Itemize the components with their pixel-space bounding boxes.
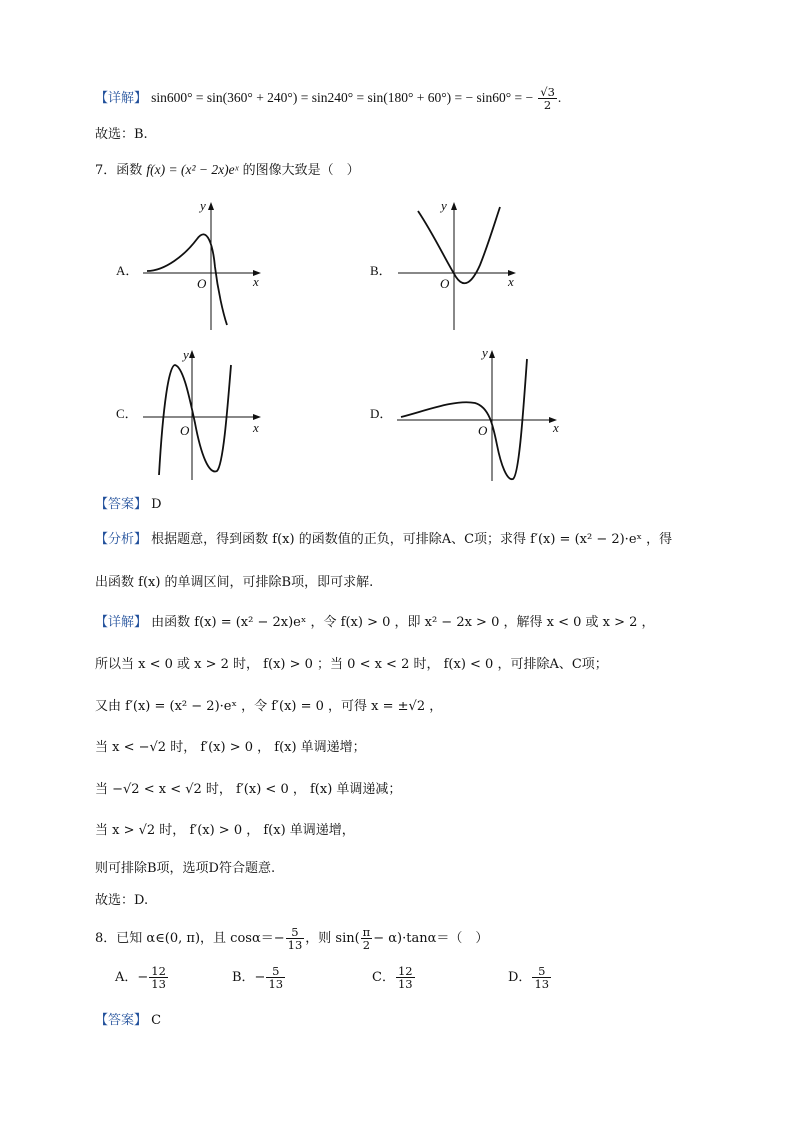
q8-cos-fraction: $\frac{5}{13}$ <box>287 925 303 952</box>
graph-b-origin-label: O <box>440 276 450 291</box>
q8-option-a: A．− $\frac{12}{13}$ <box>115 964 166 991</box>
q6-choice: 故选：B. <box>95 127 148 142</box>
q8-option-b: B．− $\frac{5}{13}$ <box>232 964 284 991</box>
q7-choice: 故选：D. <box>95 893 149 908</box>
q7-detail-line-7: 则可排除B项，选项D符合题意. <box>95 861 276 876</box>
detail-tag: 【详解】 <box>95 91 148 106</box>
graph-a-y-label: y <box>200 198 206 213</box>
graph-b-x-label: x <box>508 274 514 289</box>
graph-b <box>390 195 525 335</box>
q7-answer: D <box>151 497 162 512</box>
graph-d-x-label: x <box>553 420 559 435</box>
q8-stem: 8．已知 α∈(0, π)，且 cosα＝− $\frac{5}{13}$ ，则 sin( $\frac{\pi}{2}$ − α)·tanα＝（ ） <box>95 925 489 952</box>
q7-detail-line-2: 所以当 x < 0 或 x > 2 时， f(x) > 0 ；当 0 < x < 2 时， f(x) < 0 ，可排除A、C项； <box>95 657 608 672</box>
q7-stem: 7．函数 f(x) = (x² − 2x)eˣ 的图像大致是（ ） <box>95 162 360 178</box>
q7-func: f(x) = (x² − 2x)eˣ <box>146 162 239 177</box>
q8-answer-line <box>95 1011 161 1031</box>
option-d-label: D． <box>370 406 393 421</box>
q7-analysis-line-2: 出函数 f(x) 的单调区间，可排除B项，即可求解. <box>95 575 374 590</box>
q7-detail-line-1: 【详解】 由函数 f(x) = (x² − 2x)eˣ ，令 f(x) > 0 ，即 x² − 2x > 0 ，解得 x < 0 或 x > 2 ， <box>95 615 655 630</box>
q7-detail-line-6: 当 x > √2 时， f′(x) > 0 ， f(x) 单调递增， <box>95 823 355 838</box>
q8-answer: C <box>151 1013 162 1028</box>
graph-a-origin-label: O <box>197 276 207 291</box>
option-a-label: A． <box>116 263 139 278</box>
answer-tag: 【答案】 <box>95 497 148 512</box>
q6-detail-line: 【详解】 sin600° = sin(360° + 240°) = sin240° = sin(180° + 60°) = − sin60° = − $\frac{√3}{2}$ . <box>95 85 562 112</box>
q8-option-c: C． $\frac{12}{13}$ <box>372 964 413 991</box>
graph-a-x-label: x <box>253 274 259 289</box>
q7-detail-line-5: 当 −√2 < x < √2 时， f′(x) < 0 ， f(x) 单调递减； <box>95 782 402 797</box>
detail-tag: 【详解】 <box>95 615 148 630</box>
graph-c <box>135 345 270 485</box>
option-b-label: B． <box>370 263 392 278</box>
graph-c-origin-label: O <box>180 423 190 438</box>
graph-c-x-label: x <box>253 420 259 435</box>
graph-d-origin-label: O <box>478 423 488 438</box>
q7-analysis-line-1: 【分析】 根据题意，得到函数 f(x) 的函数值的正负，可排除A、C项；求得 f′(x) = (x² − 2)·eˣ ，得 <box>95 532 673 547</box>
q7-detail-line-4: 当 x < −√2 时， f′(x) > 0 ， f(x) 单调递增； <box>95 740 366 755</box>
option-c-label: C． <box>116 406 138 421</box>
q7-answer-line <box>95 495 162 515</box>
sqrt3-over-2: $\frac{√3}{2}$ <box>540 85 555 112</box>
graph-d-y-label: y <box>482 345 488 360</box>
q7-detail-line-3: 又由 f′(x) = (x² − 2)·eˣ ，令 f′(x) = 0 ，可得 x = ±√2 ， <box>95 699 443 714</box>
q8-pi-over-2: $\frac{\pi}{2}$ <box>362 925 371 952</box>
answer-tag: 【答案】 <box>95 1013 148 1028</box>
graph-c-y-label: y <box>183 347 189 362</box>
graph-d <box>395 345 565 485</box>
graph-a <box>135 195 270 335</box>
graph-b-y-label: y <box>441 198 447 213</box>
q8-option-d: D． $\frac{5}{13}$ <box>508 964 550 991</box>
analysis-tag: 【分析】 <box>95 532 148 547</box>
q6-detail-math: sin600° = sin(360° + 240°) = sin240° = sin(180° + 60°) = − sin60° = − <box>151 90 534 105</box>
